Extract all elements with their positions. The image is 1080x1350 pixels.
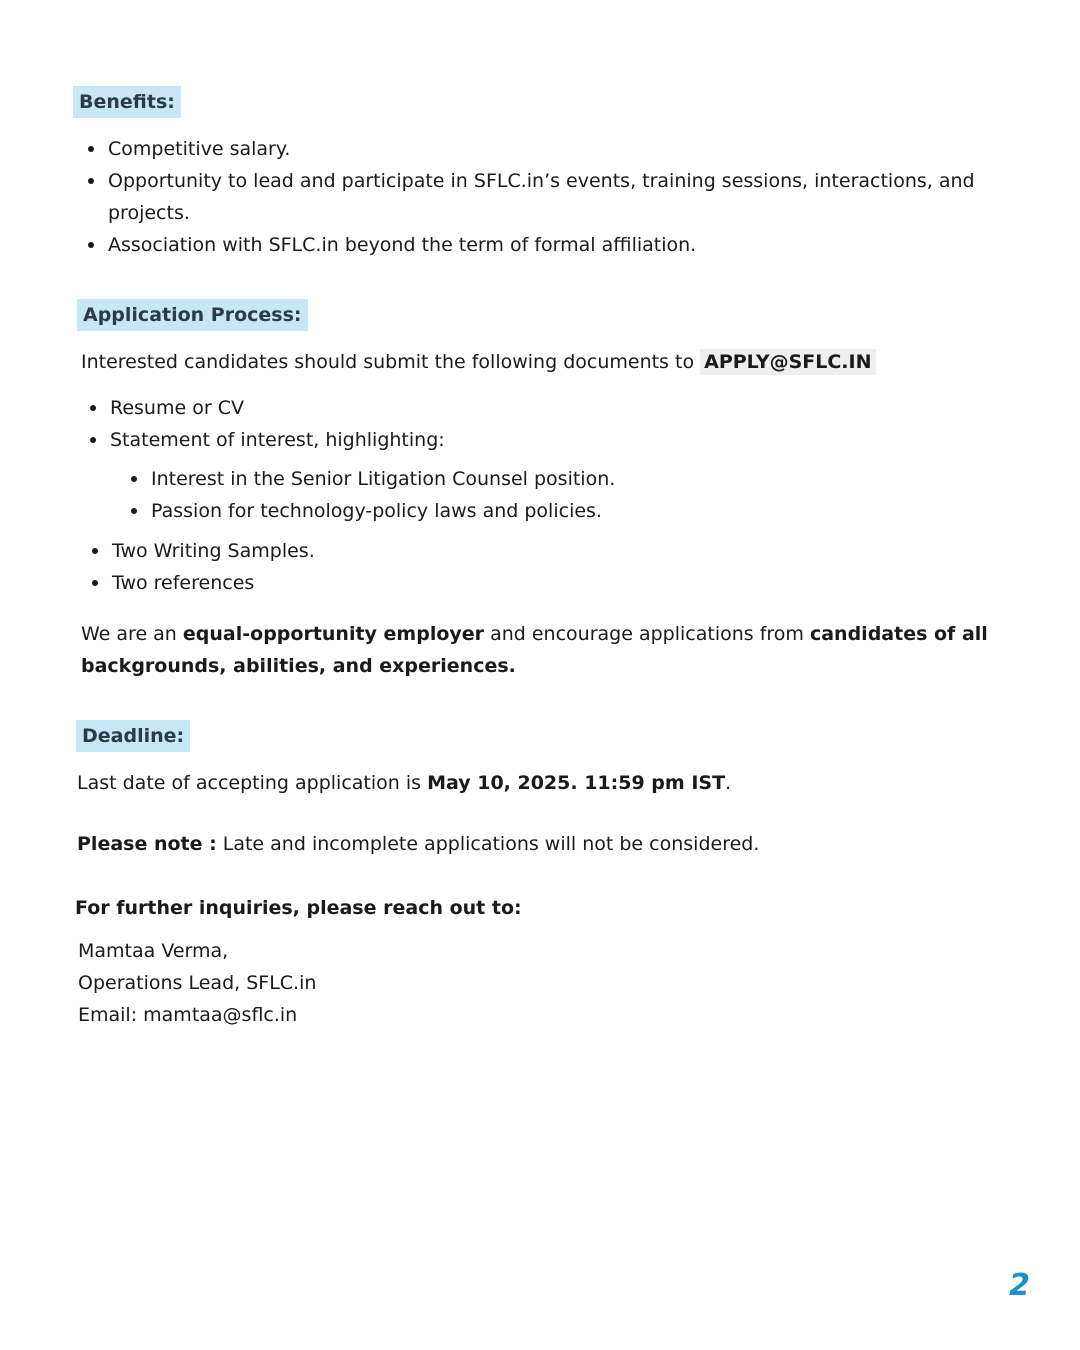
contact-name: Mamtaa Verma,	[78, 940, 229, 962]
apply-email: APPLY@SFLC.IN	[700, 349, 875, 375]
list-item: Passion for technology-policy laws and policies.	[129, 495, 989, 527]
application-intro-text: Interested candidates should submit the following documents to	[81, 351, 695, 373]
list-item: Statement of interest, highlighting:	[88, 424, 988, 456]
deadline-heading: Deadline:	[76, 720, 190, 752]
eo-text-1: We are an	[81, 623, 183, 645]
equal-opportunity-statement	[81, 618, 991, 682]
application-heading: Application Process:	[77, 299, 308, 331]
deadline-date: May 10, 2025. 11:59 pm IST	[427, 772, 726, 794]
page-number: 2	[1009, 1268, 1030, 1303]
statement-sub-list	[129, 463, 989, 527]
list-item: Competitive salary.	[86, 133, 986, 165]
please-note	[77, 828, 997, 860]
list-item: Association with SFLC.in beyond the term of formal affiliation.	[86, 229, 986, 261]
eo-text-2: and encourage applications from	[484, 623, 810, 645]
application-intro	[81, 346, 1001, 378]
deadline-period: .	[725, 772, 732, 794]
please-note-text: Late and incomplete applications will not be considered.	[216, 833, 760, 855]
benefits-heading: Benefits:	[73, 86, 181, 118]
list-item: Two Writing Samples.	[90, 535, 990, 567]
contact-block	[78, 935, 678, 1031]
list-item: Two references	[90, 567, 990, 599]
eo-bold-2: candidates of all backgrounds, abilities, and experiences.	[81, 623, 988, 677]
documents-list	[88, 392, 988, 456]
deadline-label: Last date of accepting application is	[77, 772, 428, 794]
documents-list-continued	[90, 535, 990, 599]
deadline-text	[77, 767, 997, 799]
contact-heading	[75, 892, 995, 924]
contact-email: Email: mamtaa@sflc.in	[78, 1004, 298, 1026]
benefits-list	[86, 133, 986, 261]
contact-role: Operations Lead, SFLC.in	[78, 972, 317, 994]
list-item: Opportunity to lead and participate in SFLC.in’s events, training sessions, interactions, and projects.	[86, 165, 986, 229]
please-note-label: Please note :	[77, 833, 217, 855]
list-item: Interest in the Senior Litigation Counsel position.	[129, 463, 989, 495]
contact-heading-text: For further inquiries, please reach out to:	[75, 897, 522, 919]
list-item: Resume or CV	[88, 392, 988, 424]
eo-bold-1: equal-opportunity employer	[182, 623, 485, 645]
